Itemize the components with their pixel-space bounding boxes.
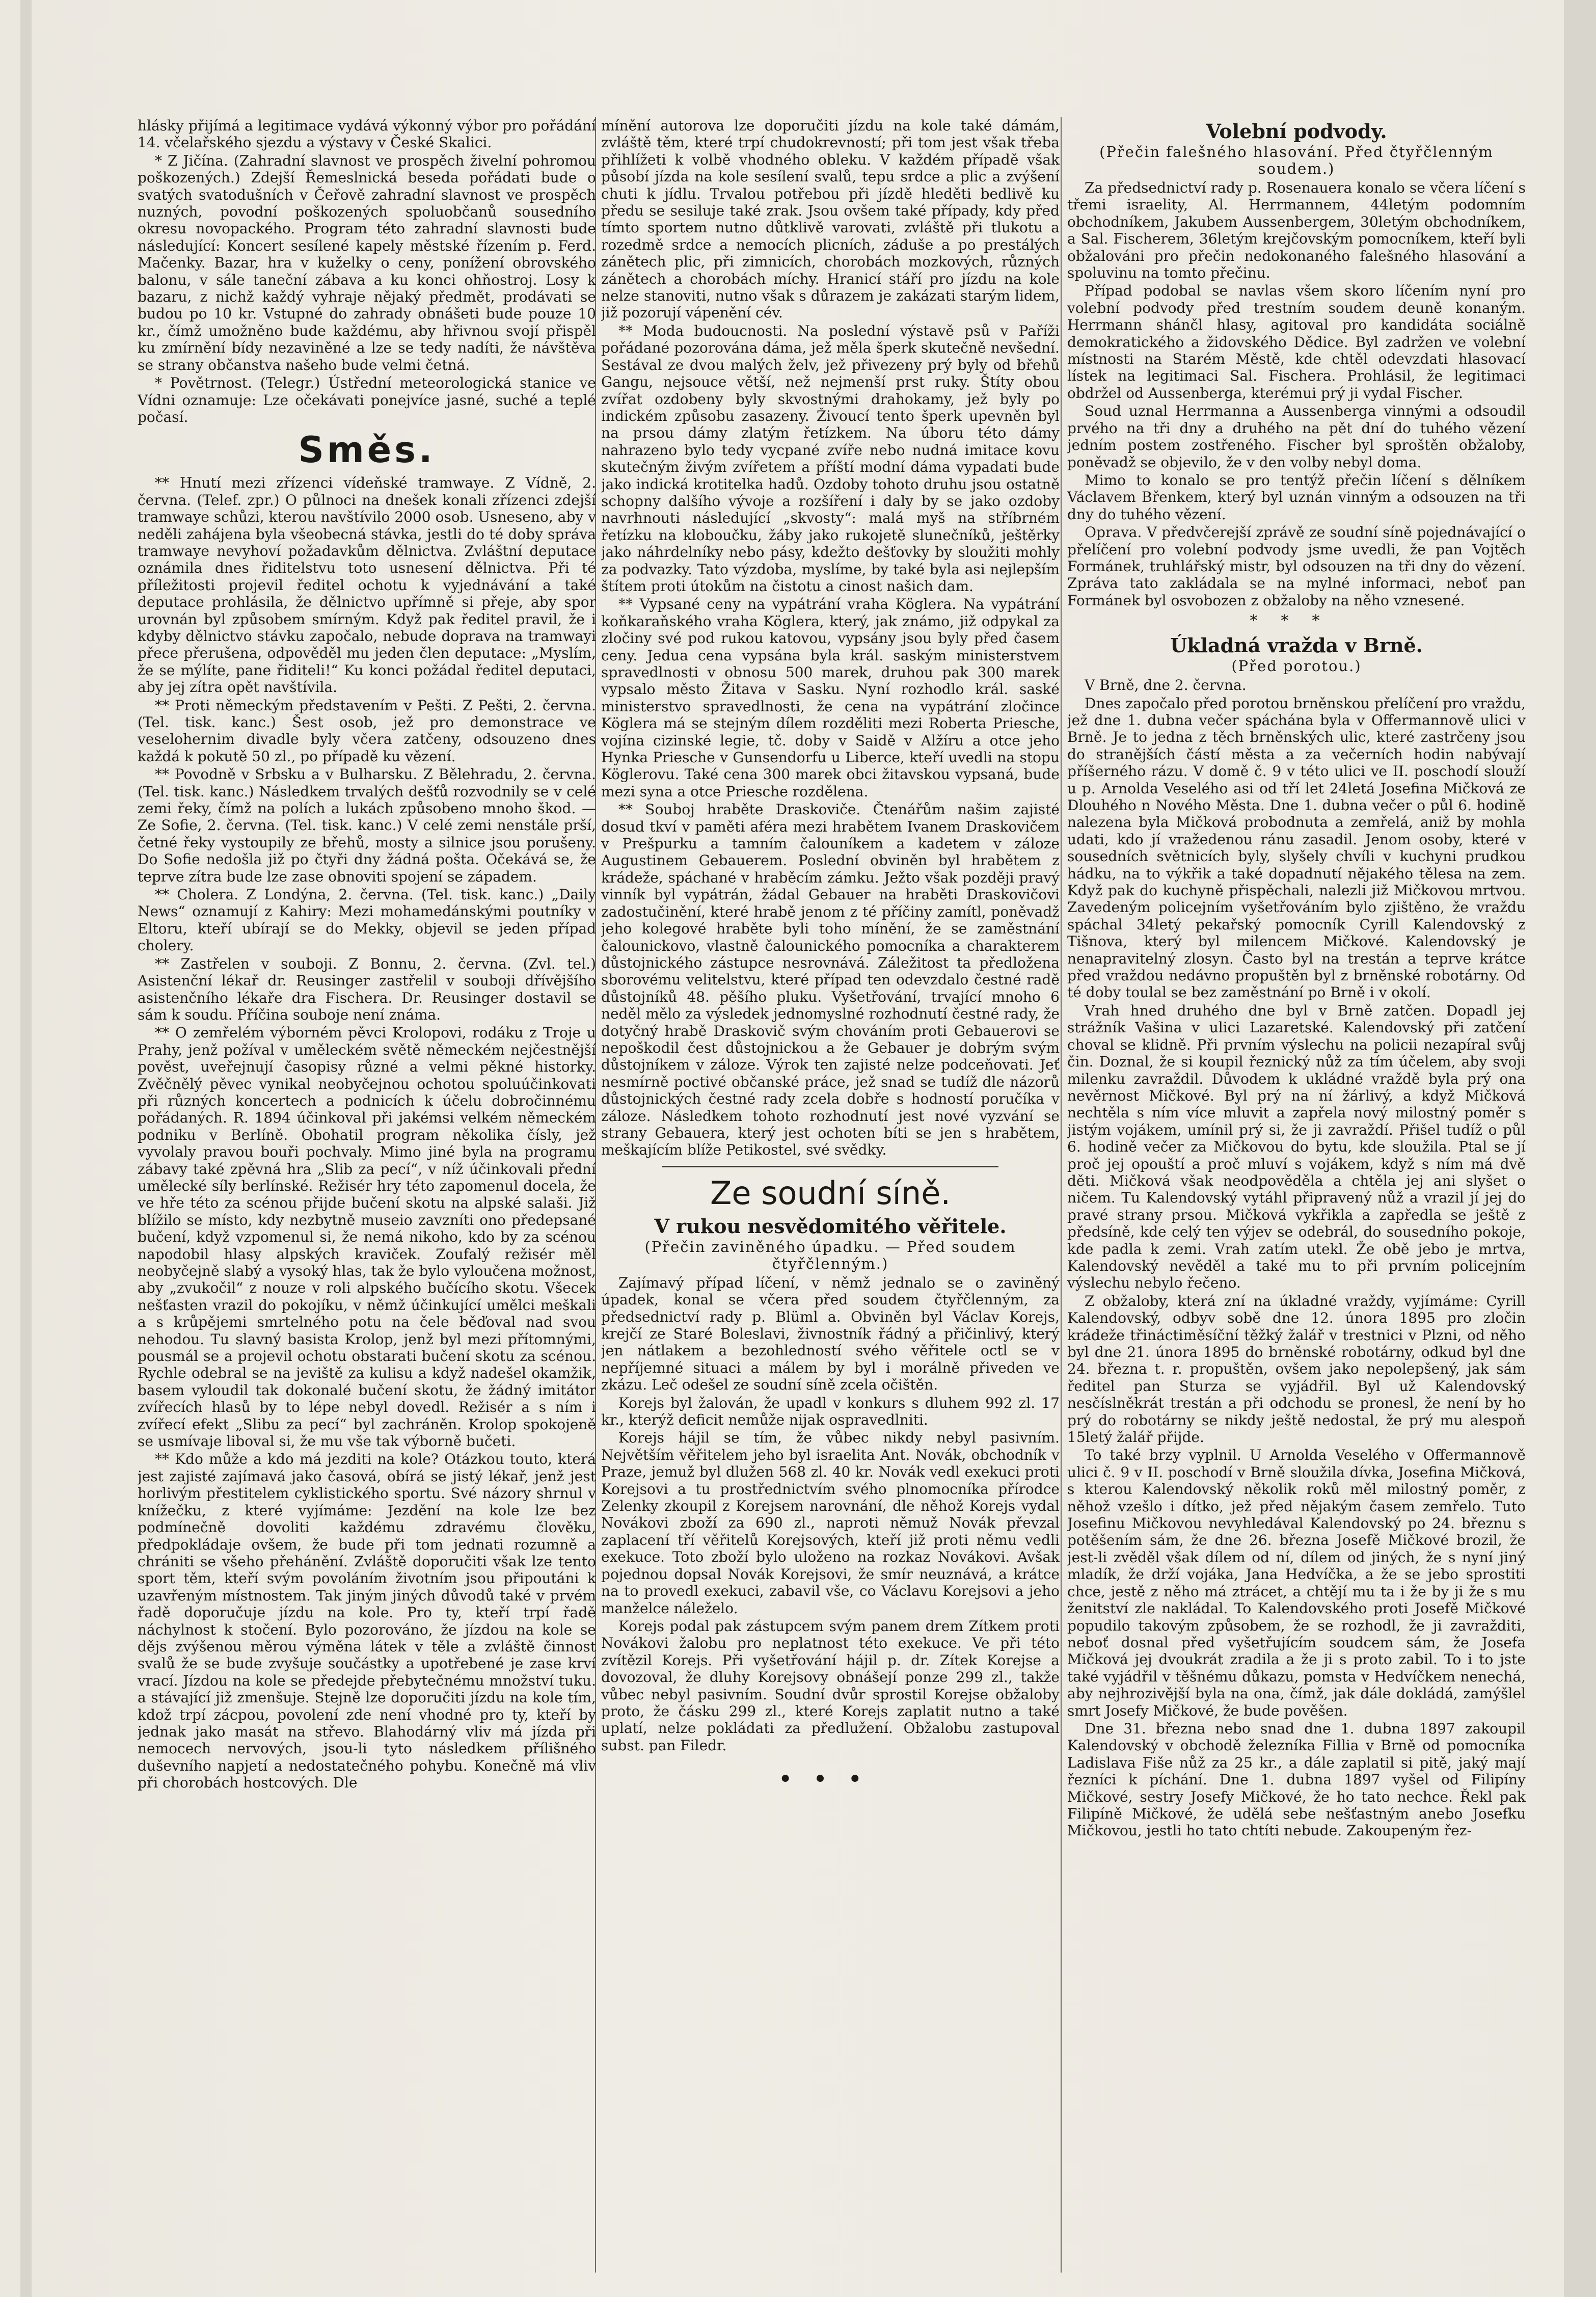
article-paragraph: To také brzy vyplnil. U Arnolda Veselého v Offermannově ulici č. 9 v II. poschodí v Brně sloužila dívka, Josefina Mičková, s kterou Kalendovský několik roků měl milostný poměr, z něhož vzešlo i dítko, jež před nějakým časem zemřelo. Tuto Josefinu Mičkovou nevyhledával Kalendovský po 24. březnu s potěšením sám, že dne 26. března Josefě Mičkové brozil, že jest-li zvěděl však dílem od ní, dílem od jiných, že s nyní jiný mladík, že drží vojáka, Jana Hedvíčka, a že se jebo sprostiti chce, jestě z něho má ztrácet, a chtějí mu ta i že by ji že s mu ženitství zle nakládal. To Kalendovského proti Josefě Mičkové popudilo takovým způsobem, že se rozhodl, že ji zavražditi, neboť dosnal před vyšetřujícím soudcem sám, že Josefa Mičková jej dvoukrát zradila a že ji s proto zabil. To i to jste také vyjádřil v těšnému důkazu, pomsta v Hedvíčkem nenechá, aby nejhrozivější byla na ona, čímž, jak dále dokládá, zamýšlel smrt Josefy Mičkové, že bude pověšen. <box>1067 1447 1526 1719</box>
news-jicin: * Z Jičína. (Zahradní slavnost ve prospěch živelní pohromou poškozených.) Zdejší Řemeslnická beseda pořádati bude o svatých svatodušních v Čeřově zahradní slavnost ve prospěch nuzných, povodní poškozených spoluobčanů sousedního okresu novopackého. Program této zahradní slavnosti bude následující: Koncert sesílené kapely městské řízením p. Ferd. Mačenky. Bazar, hra v kuželky o ceny, ponížení obrovského balonu, v sále taneční zábava a ku konci ohňostroj. Losy k bazaru, z nichž každý vyhraje nějaký předmět, prodávati se budou po 10 kr. Vstupné do zahrady obnášeti bude pouze 10 kr., čímž umožněno bude každému, aby hřivnou svojí přispěl ku zmírnění bídy nezaviněné a lze se tedy nadíti, že návštěva se strany občanstva našeho bude velmi četná. <box>138 152 596 373</box>
section-divider <box>662 1166 998 1167</box>
news-cycling: ** Kdo může a kdo má jezditi na kole? Otázkou touto, která jest zajisté zajímavá jako časová, obírá se jistý lékař, jenž jest horlivým přestitelem cyklistického sportu. Své názory shrnul v knížečku, z které vyjímáme: Jezdění na kole lze bez podmínečně dovoliti každému zdravému člověku, předpokládaje ovšem, že bude při tom jednati rozumně a chrániti se všeho přehánění. Zvláště doporučiti však lze tento sport těm, kteří svým povoláním životním jsou připoutáni k uzavřeným místnostem. Tak jiným jiných důvodů také v prvém řadě doporučuje jízdu na kole. Pro ty, kteří trpí řadě náchylnost k stočení. Bylo pozorováno, že jízdou na kole se dějs zvýšenou měrou výměna látek v těle a zvláště činnost svalů že se bude zvyšuje součástky a upotřebené je zase krví vrací. Jízdou na kole se předejde přebytečnému množství tuku. a stávající již zmenšuje. Stejně lze doporučiti jízdu na kole tím, kdož trpí zácpou, povolení zde není vhodné pro ty, kteří by jednak jako masát na střevo. Blahodárný vliv má jízda při nemocech nervových, jsou-li tyto následkem přílišného duševního napjetí a nedostatečného pohybu. Konečně má vliv při chorobách hostcových. Dle <box>138 1451 596 1792</box>
news-weather: * Povětrnost. (Telegr.) Ústřední meteorologická stanice ve Vídni oznamuje: Lze očekávati ponejvíce jasné, suché a teplé počasí. <box>138 375 596 425</box>
news-correction: Oprava. V předvčerejší zprávě ze soudní síně pojednávající o přelíčení pro volební podvody jsme uvedli, že pan Vojtěch Formánek, truhlářský mistr, byl odsouzen na tři dny do vězení. Zpráva tato zakládala se na mylné informaci, neboť pan Formánek byl osvobozen z obžaloby na něho vznesené. <box>1067 524 1526 609</box>
article-paragraph: Z obžaloby, která zní na úkladné vraždy, vyjímáme: Cyrill Kalendovský, odbyv sobě dne 12. února 1895 pro zločin krádeže třináctiměsíční těžký žalář v trestnici v Plzni, od něho byl dne 21. února 1895 do brněnské robotárny, odkud byl dne 24. března t. r. propuštěn, ovšem jako nepolepšený, jak sám ředitel pan Sturza se vyjádřil. Byl už Kalendovský nesčíslněkrát trestán a při odchodu se pronesl, že není by ho prý do robotárny se nikdy ještě nedostal, že prý mu alespoň 15letý žalář přijde. <box>1067 1292 1526 1446</box>
column-rule <box>1061 117 1062 2273</box>
news-kogler: ** Vypsané ceny na vypátrání vraha Köglera. Na vypátrání koňkaraňského vraha Köglera, který, jak známo, již odpykal za zločiny své pod rukou katovou, vypsány jsou byly před časem ceny. Jedua cena vypsána byla král. saským ministerstvem spravedlnosti v obnosu 500 marek, druhou pak 300 marek vypsalo město Žitava v Sasku. Nyní rozhodlo král. saské ministerstvo spravedlnosti, že cena na vypátrání zločince Köglera má se stejným dílem rozděliti mezi Roberta Priesche, vojína cizinské legie, tč. doby v Saidě v Alžíru a otce jeho Hynka Priesche v Gunsendorfu u Liberce, kteří uvedli na stopu Köglerovu. Také cena 300 marek obci žitavskou vypsaná, bude mezi syna a otce Priesche rozdělena. <box>601 596 1060 800</box>
article-subheadline: (Před porotou.) <box>1231 657 1362 675</box>
article-paragraph: Zajímavý případ líčení, v němž jednalo se o zaviněný úpadek, konal se včera před soudem čtyřčlenným, za předsednictví rady p. Blüml a. Obviněn byl Václav Korejs, krejčí ze Staré Boleslavi, živnostník řádný a přičinlivý, který jen nátlakem a bezohledností svého věřitele octl se v nepříjemné situaci a málem by byl i morálně přiveden ve zkázu. Leč odešel ze soudní síně zcela očištěn. <box>601 1274 1060 1394</box>
section-title-court: Ze soudní síně. <box>710 1174 951 1212</box>
news-duel-bonn: ** Zastřelen v souboji. Z Bonnu, 2. června. (Zvl. tel.) Asistenční lékař dr. Reusinger zastřelil v souboji dřívějšího asistenčního lékaře dra Fischera. Dr. Reusinger dostavil se sám k soudu. Příčina souboje není známa. <box>138 955 596 1023</box>
section-title-smes: Směs. <box>298 429 436 471</box>
article-paragraph: Dnes započalo před porotou brněnskou přelíčení pro vraždu, jež dne 1. dubna večer spáchána byla v Offermannově ulici v Brně. Je to jedna z těch brněnských ulic, které zastrčeny jsou do stranějších částí města a za večerních hodin nabývají příšerného rázu. V domě č. 9 v této ulici ve II. poschodí slouží u p. Arnolda Veselého asi od tří let 24letá Josefina Mičková ze Dlouhého n Nového Města. Dne 1. dubna večer o půl 6. hodině nalezena byla Mičková probodnuta a zemřelá, aniž by mohla udati, kdo jí vražedenou ránu zasadil. Jenom osoby, které v sousedních světnicích byly, slyšely chvíli v kuchyni prudkou hádku, na to výkřik a také dopadnutí nějakého tělesa na zem. Když pak do kuchyně přispěchali, nalezli již Mičkovou mrtvou. Zavedeným policejním vyšetřováním bylo zjištěno, že vraždu spáchal 34letý pekařský pomocník Cyrill Kalendovský z Tišnova, který byl milencem Mičkové. Kalendovský je nenapravitelný zlosyn. Často byl na trestán a teprve krátce před vraždou nedávno propuštěn byl z brněnské robotárny. Od té doby toulal se bez zaměstnání po Brně i v okolí. <box>1067 695 1526 1001</box>
scan-edge-left <box>20 0 32 2297</box>
article-headline: Úkladná vražda v Brně. <box>1170 634 1423 657</box>
column-right <box>1067 117 1526 2283</box>
news-krolop: ** O zemřelém výborném pěvci Krolopovi, rodáku z Troje u Prahy, jenž požíval v uměleckém světě německém nejčestnější pověst, uveřejnují časopisy různé a velmi pěkné historky. Zvěčnělý pěvec vynikal neobyčejnou ochotou spoluúčinkovati při různých koncertech a podnicích k účelu dobročinnému pořádaných. R. 1894 účinkoval při jakémsi velkém německém podniku v Berlíně. Obohatil program několika čísly, jež vyvolaly pravou bouři pochvaly. Mimo jiné byla na programu zábavy také zpěvná hra „Slib za pecí“, v níž účinkovali přední umělecké síly berlínské. Režisér hry této zapomenul docela, že ve hře této za scénou přijde bučení skotu na alpské salaši. Již blížilo se místo, kdy nezbytně museio zavzníti ono předepsané bučení, když vzpomenul si, že nemá nikoho, kdo by za scénou napodobil hlasy alpských kraviček. Zoufalý režisér měl neobyčejně slabý a vysoký hlas, tak že bylo vyloučena možnost, aby „zvukočil“ z nouze v roli alpského bučícího skotu. Všecek nešťasten vrazil do pokojíku, v němž účinkující umělci meškali a s krůpějemi smrtelného potu na čele běďoval nad svou nehodou. Tu slavný basista Krolop, jenž byl mezi přítomnými, pousmál se a projevil ochotu obstarati bučení skotu za scénou. Rychle odebral se na jeviště za kulisu a když nadešel okamžik, basem vyloudil tak dokonalé bučení skotu, že žádný imitátor zvířecích hlasů by to lépe nebyl dovedl. Režisér a s ním i zvířecí efekt „Slibu za pecí“ byl zachráněn. Krolop spokojeně se usmívaje liboval si, že mu vše tak výborně bučeti. <box>138 1024 596 1450</box>
news-pest: ** Proti německým představením v Pešti. Z Pešti, 2. června. (Tel. tisk. kanc.) Šest osob, jež pro demonstrace ve veselohernim divadle byly včera zatčeny, odsouzeno dnes každá k pokutě 50 zl., po případě ku vězení. <box>138 697 596 765</box>
article-paragraph: Za předsednictví rady p. Rosenauera konalo se včera líčení s třemi israelity, Al. Herrmannem, 44letým podomním obchodníkem, Jakubem Aussenbergem, 30letým obchodníkem, a Sal. Fischerem, 36letým krejčovským pomocníkem, kteří byli obžalováni pro přečin nedokonaného falešného hlasování a spoluvinu na tomto přečinu. <box>1067 179 1526 282</box>
ornament-dots: ••• <box>778 1765 883 1794</box>
article-paragraph: Korejs hájil se tím, že vůbec nikdy nebyl pasivním. Největším věřitelem jeho byl israelita Ant. Novák, obchodník v Praze, jemuž byl dlužen 568 zl. 40 kr. Novák vedl exekuci proti Korejsovi a tu prostřednictvím svého plnomocníka přírodce Zelenky zkoupil z Korejsem narovnání, dle něhož Korejs vydal Novákovi zboží za 690 zl., naproti němuž Novák převzal zaplacení tří věřitelů Korejsových, kteří již proti němu vedli exekuce. Toto zboží bylo uloženo na rozkaz Novákovi. Avšak pojednou dopsal Novák Korejsovi, že smír neuznává, a krátce na to provedl exekuci, zabavil vše, co Václavu Korejsovi a jeho manželce náleželo. <box>601 1429 1060 1617</box>
article-headline: V rukou nesvědomitého věřitele. <box>654 1214 1007 1238</box>
column-middle <box>601 117 1060 2283</box>
news-fashion: ** Moda budoucnosti. Na poslední výstavě psů v Paříži pořádané pozorována dáma, jež měla šperk skutečně nevšední. Sestával ze dvou malých želv, jež přivezeny prý byly od břehů Gangu, nejsouce větší, než nejmenší prst ruky. Štíty obou zvířat ozdobeny byly skvostnými drahokamy, jež byly po indickém způsobu zasazeny. Živoucí tento šperk upevněn byl na prsou dámy zlatým řetízkem. Na úboru této dámy nahrazeno bylo tedy vycpané zvíře nebo nudná imitace kovu skutečným živým zvířetem a příští modní dáma vypadati bude jako indická krotitelka hadů. Ozdoby tohoto druhu jsou ostatně schopny dalšího vývoje a rozšíření i daly by se jako ozdoby navrhnouti následující „skvosty“: malá myš na stříbrném řetízku na kloboučku, žáby jako rukojetě slunečníků, ještěrky jako náhrdelníky nebo pásy, kdežto dešťovky by sloužiti mohly za podvazky. Tato výzdoba, myslíme, by také byla asi nejlepším štítem proti útokům na čistotu a cinost našich dam. <box>601 322 1060 595</box>
ornament-stars: *** <box>1250 612 1343 630</box>
article-paragraph: Mimo to konalo se pro tentýž přečin líčení s dělníkem Václavem Břenkem, který byl uznán vinným a odsouzen na tři dny do tuhého vězení. <box>1067 471 1526 523</box>
article-paragraph: Korejs byl žalován, že upadl v konkurs s dluhem 992 zl. 17 kr., kterýž deficit nemůže nijak ospravedlniti. <box>601 1394 1060 1429</box>
news-cholera: ** Cholera. Z Londýna, 2. června. (Tel. tisk. kanc.) „Daily News“ oznamují z Kahiry: Mezi mohamedánskými poutníky v Eltoru, kteří ubírají se do Mekky, objevil se jeden případ cholery. <box>138 886 596 954</box>
article-subheadline: (Přečin zaviněného úpadku. — Před soudem čtyřčlenným.) <box>644 1238 1016 1272</box>
article-paragraph: hlásky přijímá a legitimace vydává výkonný výbor pro pořádání 14. včelařského sjezdu a výstavy v České Skalici. <box>138 117 596 151</box>
scan-edge-right <box>1564 0 1596 2297</box>
article-paragraph: Soud uznal Herrmanna a Aussenberga vinnými a odsoudil prvého na tři dny a druhého na pět dní do tuhého vězení jedním postem zostřeného. Fischer byl sproštěn obžaloby, poněvadž se objevilo, že v den volby nebyl doma. <box>1067 403 1526 471</box>
news-draskovic: ** Souboj hraběte Draskoviče. Čtenářům našim zajisté dosud tkví v paměti aféra mezi hrabětem Ivanem Draskovičem v Prešpurku a tamním čalouníkem a kadetem v záloze Augustinem Gebauerem. Poslední obviněn byl hrabětem z krádeže, spáchané v hraběcím zámku. Ježto však později pravý vinník byl vypátrán, žádal Gebauer na hraběti Draskovičovi zadostučinění, které hrabě jenom z té příčiny zamítl, poněvadž jeho kolegové hraběte byli toho mínění, že se zaměstnání čalounickovo, vlastně čalounického pomocníka a charakterem důstojnického zástupce nesrovnává. Záležitost ta předložena sborovému velitelstvu, které případ ten odevzdalo čestné radě důstojníků 48. pěšího pluku. Vyšetřování, trvající mnoho 6 neděl mělo za výsledek jednomyslné rozhodnutí čestné rady, že dotyčný hrabě Draskovič svým chováním proti Gebauerovi se nepoškodil čest důstojnickou a že Gebauer je dobrým svým důstojníkem v záloze. Výrok ten zajisté nelze podceňovati. Jeť nesmírně poctivé občanské práce, jež snad se tudíž dle názorů důstojnických čestné rady zcela dobře s hodností poručíka v záloze. Následkem tohoto rozhodnutí jest nové vyzvání se strany Gebauera, který jest ochoten bíti se jen s hrabětem, meškajícím blíže Petikostel, své svědky. <box>601 801 1060 1159</box>
article-paragraph: Případ podobal se navlas všem skoro líčením nyní pro volební podvody před trestním soudem deuně konaným. Herrmann shánčl hlasy, agitoval pro kandidáta sociálně demokratického a židovského Dědice. Byl zadržen ve volební místnosti na Starém Městě, kde chtěl odevzdati hlasovací lístek na legitimaci Sal. Fischera. Prohlásil, že legitimaci obdržel od Aussenberga, kterémui prý ji vydal Fischer. <box>1067 282 1526 402</box>
article-paragraph: Vrah hned druhého dne byl v Brně zatčen. Dopadl jej strážník Vašina v ulici Lazaretské. Kalendovský při zatčení choval se klidně. Při prvním výslechu na policii nezapíral svůj čin. Doznal, že si koupil řeznický nůž za tím účelem, aby svoji milenku zavraždil. Důvodem k ukládné vraždě byla prý ona nevěrnost Mičkové. Byl prý na ní žárlivý, a když Mičková nechtěla s ním více mluvit a zapřela nový milostný poměr s jistým vojákem, umínil prý si, že ji zavraždí. Přišel tudíž o půl 6. hodině večer za Mičkovou do bytu, kde sloužila. Ptal se jí proč jej opouští a proč mluví s vojákem, když s ním má dvě děti. Mičková však neodpověděla a chtěla jej ani slyšet o ničem. Tu Kalendovský vytáhl připravený nůž a vrazil jí jej do pravé strany prsou. Mičková vykřikla a zapředla se ještě z předsíně, kde celý ten výjev se odebrál, do sousedního pokoje, kde padla k zemi. Vrah zatím utekl. Že obě jebo je mrtva, Kalendovský nevěděl a také mu to při prvním policejním výslechu nebylo řečeno. <box>1067 1002 1526 1292</box>
article-headline: Volební podvody. <box>1206 120 1387 143</box>
news-tramway: ** Hnutí mezi zřízenci vídeňské tramwaye. Z Vídně, 2. června. (Telef. zpr.) O půlnoci na dnešek konali zřízenci zdejší tramwaye schůzi, kterou navštívilo 2000 osob. Usneseno, aby v neděli zahájena byla všeobecná stávka, jestli do té doby správa tramwaye nevyhoví požadavkům dělnictva. Zvláštní deputace oznámila dnes řiditelstvu toto usnesení dělnictva. Při té příležitosti projevil ředitel ochotu k vyjednávání a také deputace prohlásila, že dělnictvo upřímně si přeje, aby spor urovnán byl způsobem smírným. Když pak ředitel pravil, že i kdyby dělnictvo stávku započalo, nebude doprava na tramwayi přece přerušena, odpověděl mu jeden člen deputace: „Myslím, že se mýlíte, pane řiditeli!“ Ku konci požádal ředitel deputaci, aby jej zítra opět navštívila. <box>138 474 596 696</box>
news-floods: ** Povodně v Srbsku a v Bulharsku. Z Bělehradu, 2. června. (Tel. tisk. kanc.) Následkem trvalých dešťů rozvodnily se v celé zemi řeky, čímž na polích a lukách způsobeno mnoho škod. — Ze Sofie, 2. června. (Tel. tisk. kanc.) V celé zemi nenstále prší, četné řeky vystoupily ze břehů, mosty a silnice jsou porušeny. Do Sofie nedošla již po čtyři dny žádná pošta. Očekává se, že teprve zítra bude lze zase obnoviti spojení se západem. <box>138 766 596 885</box>
column-left <box>138 117 596 2283</box>
article-paragraph: mínění autorova lze doporučiti jízdu na kole také dámám, zvláště těm, které trpí chudokrevností; při tom jest však třeba přihlížeti k volbě vhodného obleku. V každém případě však působí jízda na kole sesílení svalů, tepu srdce a plic a zvýšení chuti k jídlu. Trvalou potřebou při jízdě hleděti bedlivě ku předu se sesiluje také zrak. Jsou ovšem také případy, kdy před tímto sportem nutno důtklivě varovati, zvláště při tlukotu a rozedmě srdce a nemocích plicních, záduše a po prestálých zánětech plic, při zimnicích, chorobách mozkových, různých zánětech a chorobách míchy. Hranicí stáří pro jízdu na kole nelze stanoviti, nutno však s důrazem je zakázati starým lidem, již pozorují vápenění cév. <box>601 117 1060 322</box>
article-paragraph: Korejs podal pak zástupcem svým panem drem Zítkem proti Novákovi žalobu pro neplatnost této exekuce. Ve při této zvítězil Korejs. Při vyšetřování hájil p. dr. Zítek Korejse a dovozoval, že dluhy Korejsovy obnášejí ponze 299 zl., takže vůbec nebyl pasivním. Soudní dvůr sprostil Korejse obžaloby proto, že čásku 299 zl., které Korejs zaplatit nutno a také uplatí, nelze pokládati za předlužení. Obžalobu zastupoval subst. pan Filedr. <box>601 1617 1060 1754</box>
article-dateline: V Brně, dne 2. června. <box>1085 677 1247 694</box>
article-subheadline: (Přečin falešného hlasování. Před čtyřčlenným soudem.) <box>1099 143 1494 177</box>
article-paragraph: Dne 31. března nebo snad dne 1. dubna 1897 zakoupil Kalendovský v obchodě železníka Fillia v Brně od pomocníka Ladislava Fiše nůž za 25 kr., a dále zaplatil si pitě, jaký mají řezníci k píchání. Dne 1. dubna 1897 vyšel od Filipíny Mičkové, sestry Josefy Mičkové, že ho tato nechce. Řekl pak Filipíně Mičkové, že udělá sebe nešťastným anebo Josefku Mičkovou, jestli ho tato chtíti nebude. Zakoupeným řez- <box>1067 1720 1526 1839</box>
